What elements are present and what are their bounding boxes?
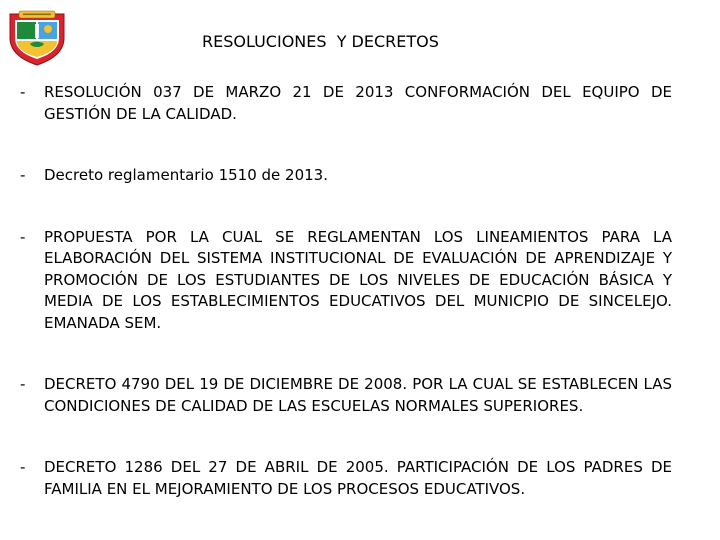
list-bullet: - <box>20 227 26 246</box>
list-bullet: - <box>20 166 26 184</box>
list-item <box>20 374 672 417</box>
list-bullet: - <box>20 458 26 476</box>
list-item-text: RESOLUCIÓN 037 DE MARZO 21 DE 2013 CONFORMACIÓN DEL EQUIPO DE GESTIÓN DE LA CALIDAD. <box>44 83 672 123</box>
list-item <box>20 165 672 187</box>
list-item <box>20 227 672 335</box>
decree-list <box>20 82 672 500</box>
list-bullet: - <box>20 83 26 101</box>
list-item-text: DECRETO 4790 DEL 19 DE DICIEMBRE DE 2008. POR LA CUAL SE ESTABLECEN LAS CONDICIONES DE CALIDAD DE LAS ESCUELAS NORMALES SUPERIORES. <box>44 375 672 415</box>
coat-of-arms-icon <box>6 8 68 66</box>
list-bullet: - <box>20 375 26 393</box>
list-item-text: DECRETO 1286 DEL 27 DE ABRIL DE 2005. PARTICIPACIÓN DE LOS PADRES DE FAMILIA EN EL MEJORAMIENTO DE LOS PROCESOS EDUCATIVOS. <box>44 458 672 498</box>
list-item <box>20 457 672 500</box>
list-item <box>20 82 672 125</box>
page-title: RESOLUCIONES Y DECRETOS <box>202 32 439 51</box>
list-item-text: PROPUESTA POR LA CUAL SE REGLAMENTAN LOS LINEAMIENTOS PARA LA ELABORACIÓN DEL SISTEMA INSTITUCIONAL DE EVALUACIÓN DE APRENDIZAJE Y PROMOCIÓN DE LOS ESTUDIANTES DE LOS NIVELES DE EDUCACIÓN BÁSICA Y MEDIA DE LOS ESTABLECIMIENTOS EDUCATIVOS DEL MUNICPIO DE SINCELEJO. EMANADA SEM. <box>44 227 672 332</box>
list-item-text: Decreto reglamentario 1510 de 2013. <box>44 166 328 184</box>
